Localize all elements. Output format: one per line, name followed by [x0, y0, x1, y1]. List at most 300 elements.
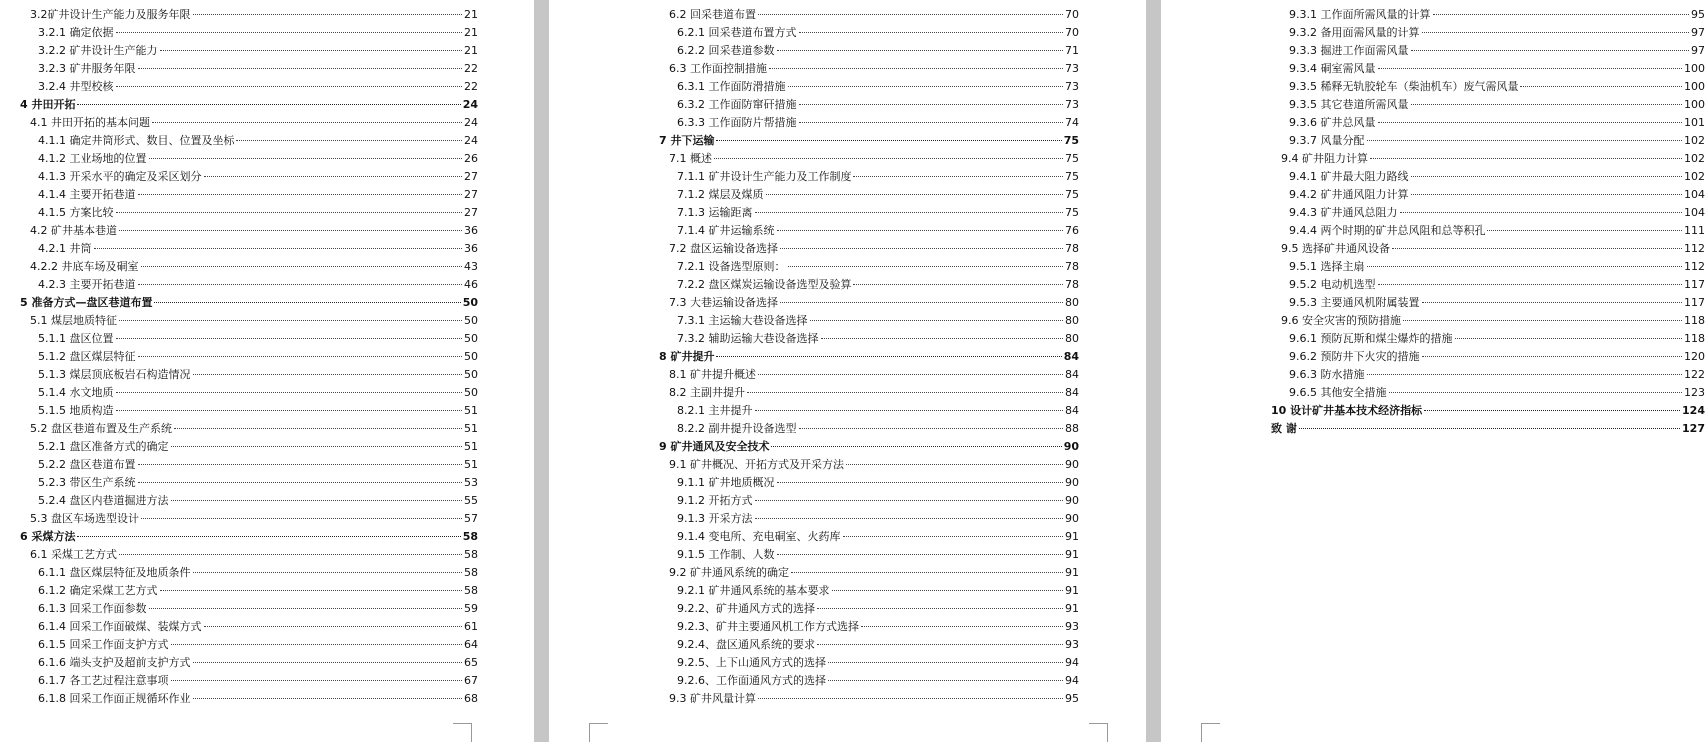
- toc-entry-title: 9.2.3、矿井主要通风机工作方式选择: [677, 620, 859, 633]
- toc-entry[interactable]: [629, 114, 1079, 132]
- toc-list: [1241, 6, 1705, 438]
- toc-leader-dots: [119, 230, 462, 231]
- toc-entry-page-number: 84: [1065, 386, 1079, 399]
- toc-entry[interactable]: [629, 330, 1079, 348]
- toc-entry[interactable]: [629, 132, 1079, 150]
- toc-entry[interactable]: [629, 24, 1079, 42]
- toc-entry-page-number: 78: [1065, 260, 1079, 273]
- toc-entry[interactable]: [1241, 186, 1705, 204]
- toc-entry-page-number: 80: [1065, 332, 1079, 345]
- toc-entry-page-number: 127: [1682, 422, 1705, 435]
- toc-entry-title: 7.2 盘区运输设备选择: [669, 242, 778, 255]
- toc-entry[interactable]: [0, 492, 478, 510]
- toc-entry[interactable]: [1241, 6, 1705, 24]
- toc-entry[interactable]: [0, 222, 478, 240]
- document-page-1: [0, 0, 534, 742]
- toc-entry-title: 9.3.5 其它巷道所需风量: [1289, 98, 1409, 111]
- toc-entry-page-number: 75: [1065, 206, 1079, 219]
- toc-entry[interactable]: [629, 528, 1079, 546]
- toc-leader-dots: [777, 554, 1064, 555]
- toc-entry[interactable]: [629, 474, 1079, 492]
- toc-entry-title: 6.1.1 盘区煤层特征及地质条件: [38, 566, 191, 579]
- toc-entry-page-number: 21: [464, 44, 478, 57]
- toc-leader-dots: [138, 464, 463, 465]
- toc-entry[interactable]: [0, 528, 478, 546]
- page-corner-mark: [1201, 723, 1220, 742]
- toc-entry-title: 8 矿井提升: [659, 350, 715, 363]
- toc-entry-title: 5 准备方式—盘区巷道布置: [20, 296, 153, 309]
- toc-entry[interactable]: [629, 690, 1079, 708]
- toc-leader-dots: [758, 698, 1063, 699]
- toc-leader-dots: [94, 248, 463, 249]
- toc-leader-dots: [716, 140, 1061, 141]
- toc-entry[interactable]: [0, 636, 478, 654]
- toc-entry[interactable]: [1241, 240, 1705, 258]
- toc-leader-dots: [799, 122, 1064, 123]
- toc-leader-dots: [755, 410, 1064, 411]
- toc-entry[interactable]: [0, 672, 478, 690]
- toc-entry-title: 3.2.2 矿井设计生产能力: [38, 44, 158, 57]
- toc-entry-page-number: 50: [464, 350, 478, 363]
- toc-entry-title: 7.1.2 煤层及煤质: [677, 188, 764, 201]
- toc-entry-page-number: 117: [1684, 278, 1705, 291]
- toc-entry-page-number: 90: [1065, 494, 1079, 507]
- toc-leader-dots: [1422, 356, 1683, 357]
- toc-entry-title: 5.2.3 带区生产系统: [38, 476, 136, 489]
- toc-entry[interactable]: [0, 402, 478, 420]
- toc-entry[interactable]: [1241, 168, 1705, 186]
- toc-entry[interactable]: [629, 96, 1079, 114]
- toc-entry-page-number: 27: [464, 170, 478, 183]
- toc-leader-dots: [714, 158, 1063, 159]
- toc-leader-dots: [116, 86, 463, 87]
- toc-entry-page-number: 27: [464, 206, 478, 219]
- toc-entry[interactable]: [0, 168, 478, 186]
- toc-entry-title: 6.1.6 端头支护及超前支护方式: [38, 656, 191, 669]
- document-page-3: [1161, 0, 1705, 742]
- toc-entry[interactable]: [0, 546, 478, 564]
- toc-entry-page-number: 21: [464, 8, 478, 21]
- toc-entry[interactable]: [0, 186, 478, 204]
- toc-entry-title: 3.2.1 确定依据: [38, 26, 114, 39]
- toc-leader-dots: [780, 302, 1063, 303]
- toc-entry[interactable]: [629, 438, 1079, 456]
- toc-entry[interactable]: [0, 96, 478, 114]
- toc-entry-page-number: 93: [1065, 638, 1079, 651]
- toc-entry-page-number: 100: [1684, 62, 1705, 75]
- toc-leader-dots: [755, 500, 1064, 501]
- toc-entry-page-number: 97: [1691, 44, 1705, 57]
- toc-entry[interactable]: [629, 168, 1079, 186]
- toc-entry-page-number: 21: [464, 26, 478, 39]
- toc-entry[interactable]: [1241, 330, 1705, 348]
- toc-entry[interactable]: [0, 60, 478, 78]
- toc-entry[interactable]: [0, 564, 478, 582]
- toc-entry-title: 3.2矿井设计生产能力及服务年限: [30, 8, 191, 21]
- toc-entry-title: 5.1.2 盘区煤层特征: [38, 350, 136, 363]
- toc-entry-page-number: 55: [464, 494, 478, 507]
- toc-entry-page-number: 94: [1065, 656, 1079, 669]
- toc-entry[interactable]: [0, 132, 478, 150]
- toc-leader-dots: [846, 464, 1063, 465]
- toc-entry-title: 9.2 矿井通风系统的确定: [669, 566, 789, 579]
- toc-entry[interactable]: [0, 24, 478, 42]
- toc-leader-dots: [769, 68, 1063, 69]
- toc-entry-page-number: 58: [464, 566, 478, 579]
- toc-leader-dots: [1455, 338, 1683, 339]
- toc-entry[interactable]: [629, 42, 1079, 60]
- toc-leader-dots: [204, 176, 463, 177]
- toc-entry-page-number: 58: [462, 530, 478, 543]
- toc-leader-dots: [755, 518, 1064, 519]
- toc-entry-page-number: 101: [1684, 116, 1705, 129]
- toc-entry[interactable]: [629, 60, 1079, 78]
- toc-entry[interactable]: [1241, 78, 1705, 96]
- toc-entry-title: 9.1.2 开拓方式: [677, 494, 753, 507]
- toc-entry-page-number: 120: [1684, 350, 1705, 363]
- toc-entry-title: 5.2 盘区巷道布置及生产系统: [30, 422, 172, 435]
- toc-entry-title: 8.2 主副井提升: [669, 386, 745, 399]
- toc-entry-page-number: 22: [464, 80, 478, 93]
- toc-entry-title: 4.2.1 井筒: [38, 242, 92, 255]
- toc-entry[interactable]: [0, 384, 478, 402]
- toc-entry-page-number: 36: [464, 224, 478, 237]
- toc-entry[interactable]: [629, 366, 1079, 384]
- toc-entry-page-number: 93: [1065, 620, 1079, 633]
- toc-entry-page-number: 118: [1684, 314, 1705, 327]
- toc-entry-title: 6.1.4 回采工作面破煤、装煤方式: [38, 620, 202, 633]
- toc-entry-page-number: 124: [1682, 404, 1705, 417]
- toc-leader-dots: [828, 662, 1063, 663]
- toc-entry-page-number: 76: [1065, 224, 1079, 237]
- toc-entry-title: 4 井田开拓: [20, 98, 76, 111]
- toc-leader-dots: [119, 320, 462, 321]
- toc-entry-title: 9.5.2 电动机选型: [1289, 278, 1376, 291]
- toc-entry-page-number: 68: [464, 692, 478, 705]
- toc-leader-dots: [141, 266, 463, 267]
- toc-leader-dots: [1411, 176, 1683, 177]
- toc-entry[interactable]: [1241, 294, 1705, 312]
- toc-entry[interactable]: [0, 654, 478, 672]
- toc-entry[interactable]: [0, 690, 478, 708]
- toc-entry-page-number: 64: [464, 638, 478, 651]
- toc-entry-page-number: 122: [1684, 368, 1705, 381]
- toc-entry[interactable]: [629, 672, 1079, 690]
- toc-entry-page-number: 84: [1063, 350, 1079, 363]
- toc-leader-dots: [174, 428, 462, 429]
- toc-entry[interactable]: [629, 654, 1079, 672]
- toc-entry-page-number: 58: [464, 584, 478, 597]
- toc-entry-page-number: 51: [464, 440, 478, 453]
- toc-leader-dots: [171, 680, 463, 681]
- toc-entry-title: 7.3 大巷运输设备选择: [669, 296, 778, 309]
- toc-entry[interactable]: [629, 618, 1079, 636]
- toc-entry[interactable]: [0, 204, 478, 222]
- toc-leader-dots: [758, 14, 1063, 15]
- toc-entry[interactable]: [629, 402, 1079, 420]
- toc-entry-page-number: 50: [464, 332, 478, 345]
- toc-entry[interactable]: [1241, 150, 1705, 168]
- toc-entry[interactable]: [0, 258, 478, 276]
- toc-entry-title: 4.1.3 开采水平的确定及采区划分: [38, 170, 202, 183]
- toc-leader-dots: [193, 698, 463, 699]
- toc-entry-title: 9.3 矿井风量计算: [669, 692, 756, 705]
- toc-entry[interactable]: [629, 384, 1079, 402]
- toc-entry-page-number: 102: [1684, 170, 1705, 183]
- toc-entry[interactable]: [1241, 384, 1705, 402]
- toc-entry[interactable]: [629, 204, 1079, 222]
- toc-entry-page-number: 67: [464, 674, 478, 687]
- toc-entry[interactable]: [1241, 312, 1705, 330]
- toc-entry[interactable]: [1241, 366, 1705, 384]
- toc-leader-dots: [171, 446, 463, 447]
- toc-entry-title: 6.3.1 工作面防滑措施: [677, 80, 786, 93]
- toc-entry[interactable]: [0, 6, 478, 24]
- toc-entry[interactable]: [0, 330, 478, 348]
- toc-entry-title: 6.1.5 回采工作面支护方式: [38, 638, 169, 651]
- toc-entry-page-number: 65: [464, 656, 478, 669]
- toc-entry-page-number: 75: [1063, 134, 1079, 147]
- toc-entry[interactable]: [0, 276, 478, 294]
- toc-entry-page-number: 90: [1065, 512, 1079, 525]
- toc-entry-title: 6.2.2 回采巷道参数: [677, 44, 775, 57]
- toc-entry-title: 5.1.3 煤层顶底板岩石构造情况: [38, 368, 191, 381]
- toc-entry[interactable]: [629, 492, 1079, 510]
- toc-entry[interactable]: [1241, 96, 1705, 114]
- toc-entry[interactable]: [629, 546, 1079, 564]
- toc-entry[interactable]: [0, 510, 478, 528]
- toc-entry[interactable]: [0, 582, 478, 600]
- toc-entry[interactable]: [629, 294, 1079, 312]
- toc-list: [0, 6, 478, 708]
- toc-leader-dots: [788, 266, 1064, 267]
- toc-entry-page-number: 51: [464, 458, 478, 471]
- toc-entry-page-number: 70: [1065, 26, 1079, 39]
- toc-entry-title: 9.6.5 其他安全措施: [1289, 386, 1387, 399]
- toc-entry[interactable]: [1241, 258, 1705, 276]
- toc-entry-title: 5.2.1 盘区准备方式的确定: [38, 440, 169, 453]
- toc-entry[interactable]: [629, 222, 1079, 240]
- toc-entry-title: 9.3.5 稀释无轨胶轮车（柴油机车）废气需风量: [1289, 80, 1519, 93]
- toc-entry-title: 9.6.3 防水措施: [1289, 368, 1365, 381]
- toc-entry-page-number: 73: [1065, 98, 1079, 111]
- toc-entry-page-number: 95: [1065, 692, 1079, 705]
- toc-leader-dots: [193, 572, 463, 573]
- toc-entry-title: 3.2.4 井型校核: [38, 80, 114, 93]
- toc-entry[interactable]: [629, 420, 1079, 438]
- toc-leader-dots: [780, 248, 1063, 249]
- toc-entry-title: 4.1.4 主要开拓巷道: [38, 188, 136, 201]
- toc-leader-dots: [821, 338, 1064, 339]
- toc-entry-title: 6.1.7 各工艺过程注意事项: [38, 674, 169, 687]
- toc-entry-title: 9.6 安全灾害的预防措施: [1281, 314, 1401, 327]
- toc-entry-page-number: 78: [1065, 242, 1079, 255]
- toc-entry-page-number: 51: [464, 404, 478, 417]
- toc-leader-dots: [1520, 86, 1682, 87]
- toc-entry-page-number: 53: [464, 476, 478, 489]
- toc-entry-page-number: 80: [1065, 296, 1079, 309]
- toc-entry[interactable]: [1241, 132, 1705, 150]
- toc-leader-dots: [116, 32, 463, 33]
- toc-entry[interactable]: [1241, 204, 1705, 222]
- toc-entry-page-number: 84: [1065, 368, 1079, 381]
- toc-entry[interactable]: [629, 564, 1079, 582]
- toc-leader-dots: [1378, 68, 1683, 69]
- toc-leader-dots: [1392, 248, 1682, 249]
- toc-entry-page-number: 95: [1691, 8, 1705, 21]
- toc-entry-title: 9.1.4 变电所、充电硐室、火药库: [677, 530, 841, 543]
- toc-leader-dots: [791, 572, 1063, 573]
- toc-entry[interactable]: [629, 510, 1079, 528]
- toc-entry[interactable]: [0, 348, 478, 366]
- toc-leader-dots: [160, 590, 463, 591]
- toc-entry-title: 6.3.3 工作面防片帮措施: [677, 116, 797, 129]
- toc-entry-title: 10 设计矿井基本技术经济指标: [1271, 404, 1423, 417]
- toc-leader-dots: [1400, 212, 1683, 213]
- toc-entry-title: 9.3.3 掘进工作面需风量: [1289, 44, 1409, 57]
- toc-entry-page-number: 36: [464, 242, 478, 255]
- toc-entry[interactable]: [629, 348, 1079, 366]
- toc-entry[interactable]: [0, 240, 478, 258]
- toc-entry-title: 9.2.1 矿井通风系统的基本要求: [677, 584, 830, 597]
- toc-entry[interactable]: [0, 294, 478, 312]
- toc-leader-dots: [1403, 320, 1682, 321]
- page-corner-mark: [1089, 723, 1108, 742]
- toc-entry[interactable]: [0, 78, 478, 96]
- toc-entry[interactable]: [629, 258, 1079, 276]
- toc-entry-title: 7.1 概述: [669, 152, 712, 165]
- toc-entry-title: 9.4 矿井阻力计算: [1281, 152, 1368, 165]
- toc-leader-dots: [138, 68, 463, 69]
- toc-entry[interactable]: [629, 456, 1079, 474]
- toc-leader-dots: [853, 176, 1063, 177]
- toc-entry[interactable]: [0, 618, 478, 636]
- toc-entry[interactable]: [0, 150, 478, 168]
- toc-entry-title: 4.2.2 井底车场及硐室: [30, 260, 139, 273]
- toc-entry-page-number: 111: [1684, 224, 1705, 237]
- page-corner-mark: [453, 723, 472, 742]
- toc-entry-title: 9.3.1 工作面所需风量的计算: [1289, 8, 1431, 21]
- toc-entry[interactable]: [1241, 42, 1705, 60]
- toc-entry-page-number: 94: [1065, 674, 1079, 687]
- toc-entry-page-number: 58: [464, 548, 478, 561]
- toc-entry[interactable]: [1241, 276, 1705, 294]
- toc-entry-page-number: 75: [1065, 152, 1079, 165]
- toc-entry[interactable]: [1241, 402, 1705, 420]
- toc-leader-dots: [236, 140, 462, 141]
- toc-leader-dots: [149, 158, 463, 159]
- toc-leader-dots: [716, 356, 1061, 357]
- toc-entry-title: 4.1.2 工业场地的位置: [38, 152, 147, 165]
- toc-entry-title: 9.2.4、盘区通风系统的要求: [677, 638, 815, 651]
- toc-entry[interactable]: [629, 636, 1079, 654]
- toc-entry[interactable]: [0, 420, 478, 438]
- toc-entry-page-number: 50: [464, 368, 478, 381]
- toc-entry-page-number: 97: [1691, 26, 1705, 39]
- toc-entry-title: 7.1.4 矿井运输系统: [677, 224, 775, 237]
- toc-leader-dots: [1367, 266, 1683, 267]
- toc-leader-dots: [1378, 122, 1683, 123]
- page-corner-mark: [589, 723, 608, 742]
- toc-entry[interactable]: [1241, 24, 1705, 42]
- toc-entry[interactable]: [1241, 60, 1705, 78]
- toc-entry[interactable]: [0, 438, 478, 456]
- toc-entry-title: 9.6.2 预防井下火灾的措施: [1289, 350, 1420, 363]
- toc-entry-title: 5.1.4 水文地质: [38, 386, 114, 399]
- toc-leader-dots: [1367, 374, 1683, 375]
- toc-leader-dots: [853, 284, 1063, 285]
- toc-entry[interactable]: [629, 276, 1079, 294]
- toc-entry[interactable]: [0, 474, 478, 492]
- toc-entry-title: 7.1.3 运输距离: [677, 206, 753, 219]
- toc-entry-title: 6.3 工作面控制措施: [669, 62, 767, 75]
- toc-leader-dots: [116, 212, 463, 213]
- toc-entry-title: 9.5.1 选择主扇: [1289, 260, 1365, 273]
- toc-entry-title: 7.3.1 主运输大巷设备选择: [677, 314, 808, 327]
- toc-leader-dots: [138, 482, 463, 483]
- toc-entry-page-number: 50: [464, 314, 478, 327]
- toc-entry[interactable]: [0, 42, 478, 60]
- toc-leader-dots: [1411, 50, 1690, 51]
- toc-entry[interactable]: [629, 240, 1079, 258]
- toc-leader-dots: [832, 590, 1064, 591]
- toc-entry-page-number: 100: [1684, 80, 1705, 93]
- toc-entry-page-number: 104: [1684, 206, 1705, 219]
- toc-entry[interactable]: [629, 186, 1079, 204]
- toc-entry-title: 9.2.6、工作面通风方式的选择: [677, 674, 826, 687]
- toc-entry[interactable]: [0, 600, 478, 618]
- toc-entry[interactable]: [629, 150, 1079, 168]
- toc-entry-title: 6.1.3 回采工作面参数: [38, 602, 147, 615]
- toc-leader-dots: [204, 626, 463, 627]
- toc-leader-dots: [747, 392, 1063, 393]
- toc-entry[interactable]: [629, 78, 1079, 96]
- toc-leader-dots: [799, 428, 1064, 429]
- toc-entry-page-number: 43: [464, 260, 478, 273]
- toc-entry[interactable]: [1241, 222, 1705, 240]
- toc-leader-dots: [1411, 194, 1683, 195]
- toc-entry[interactable]: [0, 114, 478, 132]
- toc-entry-title: 6.3.2 工作面防窜矸措施: [677, 98, 797, 111]
- toc-entry[interactable]: [0, 366, 478, 384]
- toc-entry-title: 7.1.1 矿井设计生产能力及工作制度: [677, 170, 852, 183]
- toc-leader-dots: [758, 374, 1063, 375]
- toc-entry[interactable]: [629, 600, 1079, 618]
- toc-leader-dots: [828, 680, 1063, 681]
- toc-leader-dots: [154, 302, 460, 303]
- toc-entry-page-number: 75: [1065, 188, 1079, 201]
- toc-leader-dots: [1378, 284, 1683, 285]
- toc-entry-page-number: 78: [1065, 278, 1079, 291]
- toc-entry[interactable]: [0, 312, 478, 330]
- toc-entry-title: 4.1 井田开拓的基本问题: [30, 116, 150, 129]
- toc-leader-dots: [77, 536, 460, 537]
- toc-entry[interactable]: [1241, 420, 1705, 438]
- toc-entry[interactable]: [629, 312, 1079, 330]
- toc-leader-dots: [861, 626, 1063, 627]
- toc-entry[interactable]: [629, 582, 1079, 600]
- toc-leader-dots: [152, 122, 462, 123]
- toc-entry[interactable]: [1241, 114, 1705, 132]
- toc-entry[interactable]: [1241, 348, 1705, 366]
- toc-entry-page-number: 91: [1065, 530, 1079, 543]
- toc-entry-page-number: 80: [1065, 314, 1079, 327]
- toc-entry-page-number: 91: [1065, 548, 1079, 561]
- toc-entry-page-number: 57: [464, 512, 478, 525]
- toc-entry[interactable]: [629, 6, 1079, 24]
- toc-entry[interactable]: [0, 456, 478, 474]
- toc-entry-page-number: 88: [1065, 422, 1079, 435]
